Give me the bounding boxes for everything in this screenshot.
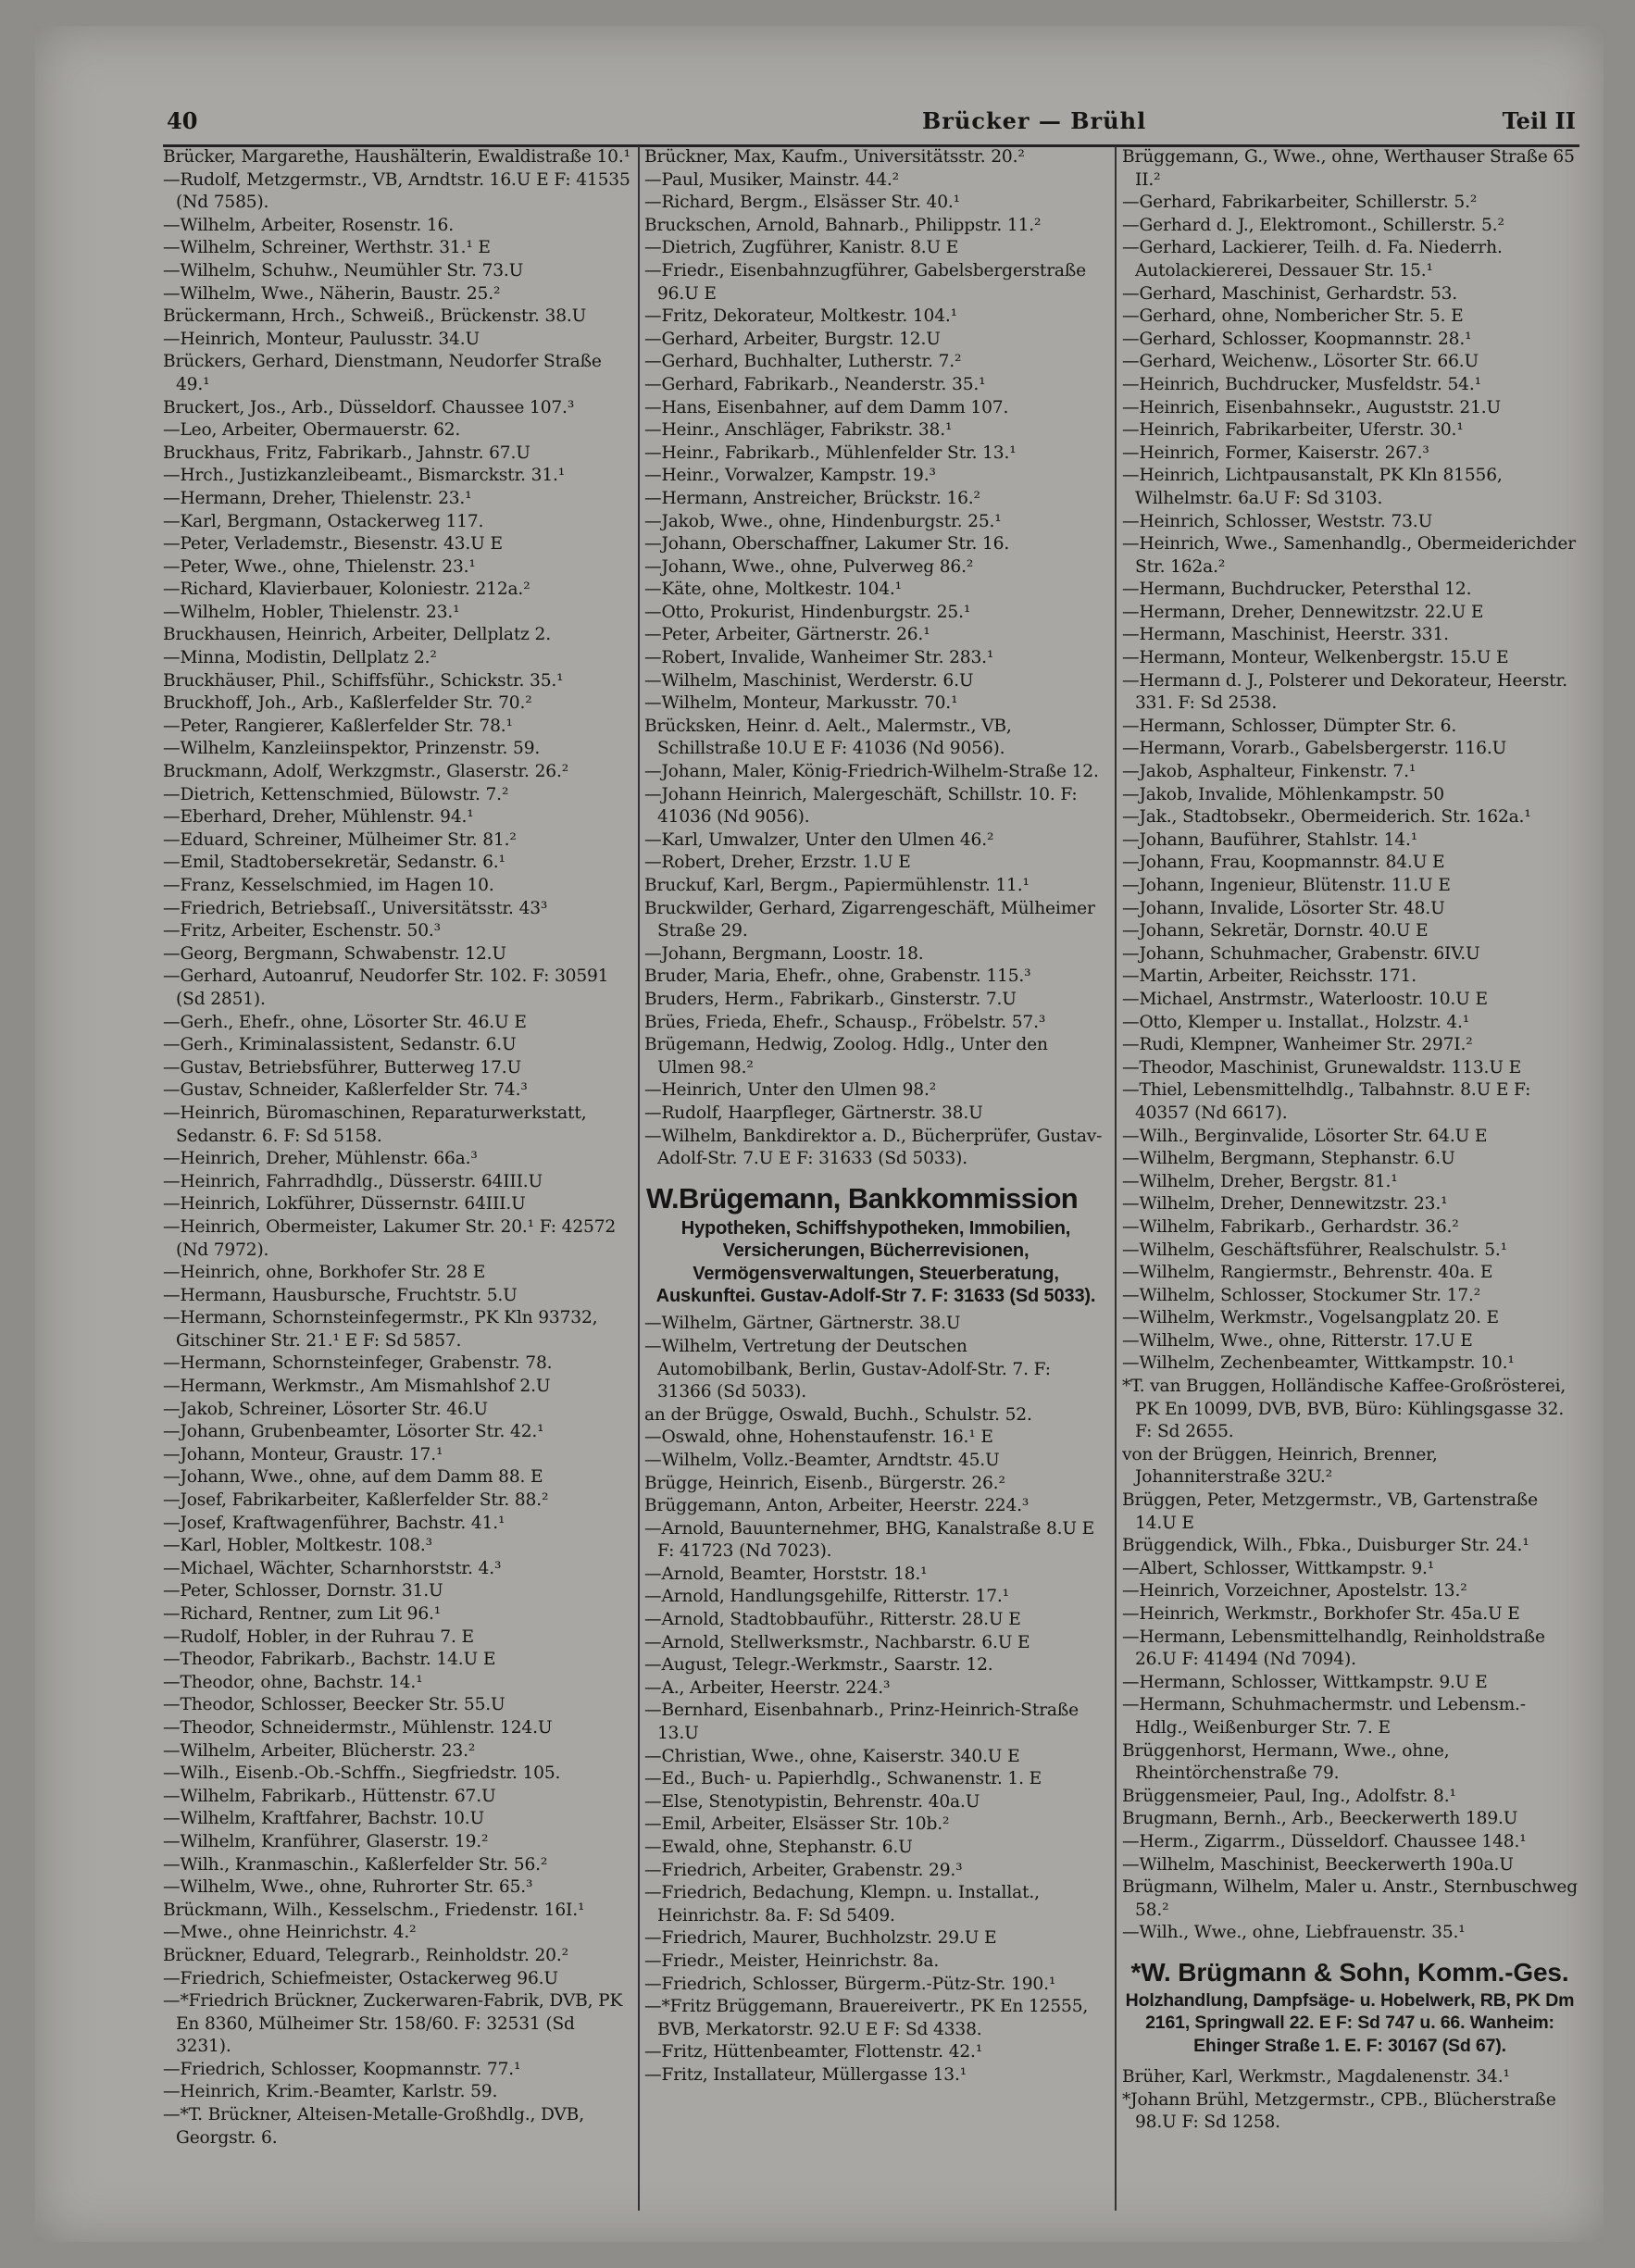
directory-entry: —Hermann, Schuhmachermstr. und Lebensm.-Hdlg., Weißenburger Str. 7. E [1122,1695,1526,1738]
directory-entry: —Fritz, Dekorateur, Moltkestr. 104.¹ [644,306,957,327]
directory-entry: —Johann, Grubenbeamter, Lösorter Str. 42.¹ [163,1422,544,1442]
directory-entry: —Johann, Frau, Koopmannstr. 84.U E [1122,853,1445,873]
directory-entry: —Heinrich, Fahrradhdlg., Düsserstr. 64III.U [163,1171,543,1191]
directory-entry: —Thiel, Lebensmittelhdlg., Talbahnstr. 8.U E F: 40357 (Nd 6617). [1122,1080,1531,1123]
directory-entry: —Karl, Bergmann, Ostackerweg 117. [163,511,484,531]
directory-entry: —Johann, Maler, König-Friedrich-Wilhelm-Straße 12. [644,762,1099,782]
ad-company-name: *W. Brügmann & Sohn, Komm.-Ges. [1130,1957,1569,1987]
directory-entry: —Hermann, Werkmstr., Am Mismahlshof 2.U [163,1377,551,1397]
directory-entry: —Johann, Schuhmacher, Grabenstr. 6IV.U [1122,943,1480,964]
directory-entry: *T. van Bruggen, Holländische Kaffee-Großrösterei, PK En 10099, DVB, BVB, Büro: Kühlingsgasse 32. F: Sd 2655. [1122,1377,1566,1442]
directory-entry: —Wilhelm, Monteur, Markusstr. 70.¹ [644,693,958,714]
directory-entry: —*Fritz Brüggemann, Brauereivertr., PK En 12555, BVB, Merkatorstr. 92.U E F: Sd 4338. [644,1997,1089,2039]
directory-entry: —Peter, Arbeiter, Gärtnerstr. 26.¹ [644,625,930,645]
directory-entry: —Otto, Klemper u. Installat., Holzstr. 4.¹ [1122,1012,1470,1032]
directory-entry: —Herm., Zigarrm., Düsseldorf. Chaussee 148.¹ [1122,1831,1527,1851]
directory-entry: —Johann, Monteur, Graustr. 17.¹ [163,1444,443,1464]
directory-entry: —Peter, Wwe., ohne, Thielenstr. 23.¹ [163,556,476,577]
directory-entry: von der Brüggen, Heinrich, Brenner, Johanniterstraße 32U.² [1122,1444,1438,1488]
directory-entry: Brüggemann, Anton, Arbeiter, Heerstr. 224.³ [644,1496,1030,1516]
directory-entry: —Arnold, Stellwerksmstr., Nachbarstr. 6.U E [644,1632,1030,1652]
directory-entry: Bruckert, Jos., Arb., Düsseldorf. Chaussee 107.³ [163,397,575,417]
directory-entry: —Wilhelm, Vollz.-Beamter, Arndtstr. 45.U [644,1450,1000,1470]
directory-entry: —Robert, Invalide, Wanheimer Str. 283.¹ [644,648,994,668]
directory-entry: Bruckschen, Arnold, Bahnarb., Philippstr. 11.² [644,215,1042,235]
directory-entry: —Wilhelm, Fabrikarb., Hüttenstr. 67.U [163,1786,496,1806]
directory-entry: Brugmann, Bernh., Arb., Beeckerwerth 189.U [1122,1809,1518,1829]
directory-entry: —Wilhelm, Rangiermstr., Behrenstr. 40a. E [1122,1263,1493,1283]
directory-entry: —Heinrich, Büromaschinen, Reparaturwerkstatt, Sedanstr. 6. F: Sd 5158. [163,1103,587,1146]
directory-entry: —Jakob, Invalide, Möhlenkampstr. 50 [1122,784,1444,804]
directory-entry: —Rudolf, Metzgermstr., VB, Arndtstr. 16.U E F: 41535 (Nd 7585). [163,169,630,213]
directory-entry: —Hermann, Schlosser, Dümpter Str. 6. [1122,716,1457,736]
ad-services-text: Hypotheken, Schiffshypotheken, Immobilien, Versicherungen, Bücherrevisionen, Vermögensverwaltungen, Steuerberatung, Auskunftei. Gustav-Adolf-Str 7. F: 31633 (Sd 5033). [655,1217,1096,1306]
directory-entry: —Leo, Arbeiter, Obermauerstr. 62. [163,420,461,441]
directory-entry: —Eduard, Schreiner, Mülheimer Str. 81.² [163,829,517,850]
directory-entry: Brücker, Margarethe, Haushälterin, Ewaldistraße 10.¹ [163,147,630,167]
directory-entry: —Wilh., Wwe., ohne, Liebfrauenstr. 35.¹ [1122,1923,1466,1943]
directory-entry: Brüggendick, Wilh., Fbka., Duisburger Str. 24.¹ [1122,1536,1529,1556]
directory-entry: —Wilhelm, Bankdirektor a. D., Bücherprüfer, Gustav-Adolf-Str. 7.U E F: 31633 (Sd 5033). [644,1126,1103,1169]
directory-entry: Bruder, Maria, Ehefr., ohne, Grabenstr. 115.³ [644,966,1031,987]
directory-entry: —Hermann, Schornsteinfeger, Grabenstr. 78. [163,1353,553,1374]
directory-entry: —Karl, Umwalzer, Unter den Ulmen 46.² [644,829,994,850]
directory-entry: —Josef, Fabrikarbeiter, Kaßlerfelder Str. 88.² [163,1490,549,1511]
directory-entry: —Michael, Wächter, Scharnhorststr. 4.³ [163,1558,502,1578]
directory-entry: Brüher, Karl, Werkmstr., Magdalenenstr. 34.¹ [1122,2067,1510,2087]
directory-entry: —Gerhard, Weichenw., Lösorter Str. 66.U [1122,352,1479,372]
directory-entry: —Johann, Bergmann, Loostr. 18. [644,943,924,964]
directory-entry: —Wilh., Eisenb.-Ob.-Schffn., Siegfriedstr. 105. [163,1763,561,1784]
directory-entry: Bruckwilder, Gerhard, Zigarrengeschäft, Mülheimer Straße 29. [644,898,1095,941]
directory-entry: —Gustav, Betriebsführer, Butterweg 17.U [163,1057,522,1078]
directory-entry: —Gerhard, Arbeiter, Burgstr. 12.U [644,329,941,349]
directory-entry: —Theodor, Fabrikarb., Bachstr. 14.U E [163,1650,496,1670]
directory-entry: —Rudi, Klempner, Wanheimer Str. 297I.² [1122,1035,1473,1055]
directory-entry: Brüggemann, G., Wwe., ohne, Werthauser Straße 65 II.² [1122,147,1575,190]
directory-entry: —Heinrich, Obermeister, Lakumer Str. 20.¹ F: 42572 (Nd 7972). [163,1216,617,1260]
column-3 [1122,146,1578,2211]
directory-entry: —Gerhard, Schlosser, Koopmannstr. 28.¹ [1122,329,1472,349]
directory-entry: —Hrch., Justizkanzleibeamt., Bismarckstr. 31.¹ [163,466,566,486]
directory-entry: —Wilhelm, Dreher, Bergstr. 81.¹ [1122,1171,1398,1191]
directory-entry: —Heinrich, Krim.-Beamter, Karlstr. 59. [163,2082,498,2102]
directory-entry: —Theodor, Schneidermstr., Mühlenstr. 124.U [163,1717,553,1738]
directory-entry: —Jak., Stadtobsekr., Obermeiderich. Str. 162a.¹ [1122,807,1531,828]
directory-entry: Brückner, Eduard, Telegrarb., Reinholdstr. 20.² [163,1945,568,1965]
directory-entry: —Gerhard, Fabrikarbeiter, Schillerstr. 5.² [1122,193,1478,213]
directory-entry: —Gerhard, Autoanruf, Neudorfer Str. 102. F: 30591 (Sd 2851). [163,966,609,1009]
directory-entry: Bruckmann, Adolf, Werkzgmstr., Glaserstr. 26.² [163,762,569,782]
page-header [163,102,1579,147]
directory-entry: —Hermann, Buchdrucker, Petersthal 12. [1122,579,1472,600]
directory-entry: —Heinrich, Lichtpausanstalt, PK Kln 81556, Wilhelmstr. 6a.U F: Sd 3103. [1122,466,1503,508]
directory-entry: —Wilhelm, Arbeiter, Rosenstr. 16. [163,215,454,235]
directory-entry: —Hermann, Anstreicher, Brückstr. 16.² [644,488,980,508]
directory-entry: —Johann, Oberschaffner, Lakumer Str. 16. [644,534,1010,555]
directory-entry: —Fritz, Arbeiter, Eschenstr. 50.³ [163,921,441,941]
directory-entry: —Gerhard d. J., Elektromont., Schillerstr. 5.² [1122,215,1504,235]
directory-entry: —Heinrich, Werkmstr., Borkhofer Str. 45a.U E [1122,1604,1520,1624]
directory-entry: Brüggensmeier, Paul, Ing., Adolfstr. 8.¹ [1122,1786,1456,1806]
directory-entry: —Wilhelm, Kranführer, Glaserstr. 19.² [163,1831,489,1851]
directory-entry: Brügmann, Wilhelm, Maler u. Anstr., Sternbuschweg 58.² [1122,1877,1578,1920]
ad-services-text: Holzhandlung, Dampfsäge- u. Hobelwerk, RB, PK Dm 2161, Springwall 22. E F: Sd 747 u. 66. Wanheim: Ehinger Straße 1. E. F: 30167 (Sd 67). [1125,1989,1575,2056]
directory-entry: —Friedrich, Schiefmeister, Ostackerweg 96.U [163,1968,558,1988]
directory-entry: —Friedrich, Betriebsaſſ., Universitätsstr. 43³ [163,898,548,918]
directory-entry: Brückner, Max, Kaufm., Universitätsstr. 20.² [644,147,1025,167]
directory-entry: *Johann Brühl, Metzgermstr., CPB., Blücherstraße 98.U F: Sd 1258. [1122,2089,1556,2133]
directory-entry: —Heinrich, Buchdrucker, Musfeldstr. 54.¹ [1122,374,1481,394]
directory-entry: —Wilh., Berginvalide, Lösorter Str. 64.U E [1122,1126,1488,1146]
directory-entry: Bruckhäuser, Phil., Schiffsführ., Schickstr. 35.¹ [163,670,564,691]
directory-entry: —Wilhelm, Geschäftsführer, Realschulstr. 5.¹ [1122,1240,1507,1260]
directory-entry: Brües, Frieda, Ehefr., Schausp., Fröbelstr. 57.³ [644,1012,1046,1032]
directory-entry: —Friedrich, Schlosser, Bürgerm.-Pütz-Str. 190.¹ [644,1974,1056,1994]
directory-entry: —Fritz, Hüttenbeamter, Flottenstr. 42.¹ [644,2042,983,2062]
directory-entry: —Gustav, Schneider, Kaßlerfelder Str. 74.³ [163,1080,528,1101]
directory-entry: —Eberhard, Dreher, Mühlenstr. 94.¹ [163,807,474,828]
directory-entry: —Georg, Bergmann, Schwabenstr. 12.U [163,943,506,964]
directory-entry: —Hermann d. J., Polsterer und Dekorateur, Heerstr. 331. F: Sd 2538. [1122,670,1567,714]
directory-entry: —Hermann, Dreher, Dennewitzstr. 22.U E [1122,602,1484,622]
directory-entry: Bruckhausen, Heinrich, Arbeiter, Dellplatz 2. [163,625,551,645]
directory-entry: —Richard, Bergm., Elsässer Str. 40.¹ [644,193,960,213]
directory-entry: —Johann, Bauführer, Stahlstr. 14.¹ [1122,829,1418,850]
directory-entry: —Franz, Kesselschmied, im Hagen 10. [163,876,494,895]
directory-entry: —Wilhelm, Wwe., Näherin, Baustr. 25.² [163,283,501,304]
directory-entry: —Hermann, Monteur, Welkenbergstr. 15.U E [1122,648,1509,668]
directory-entry: —Michael, Anstrmstr., Waterloostr. 10.U E [1122,989,1488,1009]
directory-entry: —Mwe., ohne Heinrichstr. 4.² [163,1923,417,1943]
directory-entry: —Arnold, Handlungsgehilfe, Ritterstr. 17.¹ [644,1587,1009,1607]
column-2-entries-top [644,146,1107,1171]
directory-entry: —Wilhelm, Wwe., ohne, Ritterstr. 17.U E [1122,1330,1473,1351]
directory-entry: —Johann Heinrich, Malergeschäft, Schillstr. 10. F: 41036 (Nd 9056). [644,784,1078,828]
directory-entry: —Rudolf, Haarpfleger, Gärtnerstr. 38.U [644,1103,983,1123]
directory-entry: —Wilhelm, Zechenbeamter, Wittkampstr. 10.¹ [1122,1353,1515,1374]
directory-entry: —Heinr., Vorwalzer, Kampstr. 19.³ [644,466,936,486]
directory-entry: —Heinrich, Lokführer, Düssernstr. 64III.U [163,1194,526,1215]
directory-entry: —Otto, Prokurist, Hindenburgstr. 25.¹ [644,602,971,622]
directory-entry: —Wilhelm, Fabrikarb., Gerhardstr. 36.² [1122,1216,1459,1237]
directory-entry: Brügemann, Hedwig, Zoolog. Hdlg., Unter den Ulmen 98.² [644,1035,1048,1078]
directory-entry: —Wilhelm, Wwe., ohne, Ruhrorter Str. 65.³ [163,1877,533,1898]
directory-entry: —Heinrich, Wwe., Samenhandlg., Obermeiderichder Str. 162a.² [1122,534,1576,577]
directory-entry: Brüggen, Peter, Metzgermstr., VB, Gartenstraße 14.U E [1122,1490,1538,1533]
directory-entry: —Gerhard, Fabrikarb., Neanderstr. 35.¹ [644,374,986,394]
directory-entry: —Arnold, Bauunternehmer, BHG, Kanalstraße 8.U E F: 41723 (Nd 7023). [644,1518,1095,1562]
directory-entry: —Paul, Musiker, Mainstr. 44.² [644,169,899,190]
directory-entry: —Johann, Wwe., ohne, Pulverweg 86.² [644,556,974,577]
directory-entry: —Gerhard, Maschinist, Gerhardstr. 53. [1122,283,1458,304]
directory-entry: —Theodor, Maschinist, Grunewaldstr. 113.U E [1122,1057,1522,1078]
directory-entry: —Theodor, ohne, Bachstr. 14.¹ [163,1672,423,1692]
directory-entry: —Arnold, Beamter, Horststr. 18.¹ [644,1564,928,1584]
directory-entry: —Jakob, Wwe., ohne, Hindenburgstr. 25.¹ [644,511,1002,531]
directory-entry: Brügge, Heinrich, Eisenb., Bürgerstr. 26.² [644,1473,1005,1493]
column-3-entries-bottom [1122,2066,1578,2135]
directory-entry: —Johann, Invalide, Lösorter Str. 48.U [1122,898,1445,918]
directory-entry: —Hermann, Schornsteinfegermstr., PK Kln 93732, Gitschiner Str. 21.¹ E F: Sd 5857. [163,1308,598,1351]
directory-entry: —Wilh., Kranmaschin., Kaßlerfelder Str. 56.² [163,1854,548,1875]
directory-entry: —Oswald, ohne, Hohenstaufenstr. 16.¹ E [644,1427,993,1448]
directory-entry: —Friedrich, Schlosser, Koopmannstr. 77.¹ [163,2059,521,2079]
directory-entry: —Heinr., Fabrikarb., Mühlenfelder Str. 13.¹ [644,442,1017,463]
page-number: 40 [167,107,198,134]
directory-entry: —Else, Stenotypistin, Behrenstr. 40a.U [644,1791,980,1812]
directory-entry: —Friedr., Meister, Heinrichstr. 8a. [644,1950,940,1971]
directory-entry: —Heinr., Anschläger, Fabrikstr. 38.¹ [644,420,953,441]
ad-company-name: W.Brügemann, Bankkommission [646,1181,1079,1215]
directory-entry: —Heinrich, Monteur, Paulusstr. 34.U [163,329,480,349]
directory-entry: —A., Arbeiter, Heerstr. 224.³ [644,1677,891,1698]
directory-entry: —August, Telegr.-Werkmstr., Saarstr. 12. [644,1655,993,1676]
directory-entry: —Hans, Eisenbahner, auf dem Damm 107. [644,397,1009,417]
directory-entry: —Fritz, Installateur, Müllergasse 13.¹ [644,2064,967,2085]
directory-entry: —Josef, Kraftwagenführer, Bachstr. 41.¹ [163,1513,505,1533]
directory-entry: Bruckuf, Karl, Bergm., Papiermühlenstr. 11.¹ [644,876,1030,895]
directory-entry: —Friedr., Eisenbahnzugführer, Gabelsbergerstraße 96.U E [644,260,1086,304]
directory-entry: Bruders, Herm., Fabrikarb., Ginsterstr. 7.U [644,989,1017,1009]
directory-entry: —Emil, Stadtobersekretär, Sedanstr. 6.¹ [163,853,505,873]
directory-entry: —Peter, Schlosser, Dornstr. 31.U [163,1581,443,1601]
directory-entry: —Wilhelm, Schuhw., Neumühler Str. 73.U [163,260,524,280]
directory-entry: Bruckhaus, Fritz, Fabrikarb., Jahnstr. 67.U [163,442,530,463]
directory-entry: —Richard, Klavierbauer, Koloniestr. 212a.² [163,579,530,600]
directory-entry: —Wilhelm, Dreher, Dennewitzstr. 23.¹ [1122,1194,1448,1215]
directory-entry: —Jakob, Schreiner, Lösorter Str. 46.U [163,1399,488,1419]
directory-entry: —Ed., Buch- u. Papierhdlg., Schwanenstr. 1. E [644,1769,1042,1789]
directory-entry: —Dietrich, Zugführer, Kanistr. 8.U E [644,238,959,258]
advertisement-bruegemann-bank [644,1180,1107,1308]
directory-entry: Brückers, Gerhard, Dienstmann, Neudorfer Straße 49.¹ [163,352,602,394]
directory-entry: —Jakob, Asphalteur, Finkenstr. 7.¹ [1122,762,1417,782]
directory-entry: Brückmann, Wilh., Kesselschm., Friedenstr. 16I.¹ [163,1900,585,1920]
directory-entry: Brückermann, Hrch., Schweiß., Brückenstr. 38.U [163,306,587,327]
directory-entry: —Wilhelm, Vertretung der Deutschen Automobilbank, Berlin, Gustav-Adolf-Str. 7. F: 31366 (Sd 5033). [644,1336,1051,1402]
directory-entry: —Wilhelm, Maschinist, Beeckerwerth 190a.U [1122,1854,1514,1875]
directory-entry: —Hermann, Maschinist, Heerstr. 331. [1122,625,1449,645]
column-1-entries [163,146,630,2150]
directory-entry: —Gerhard, Lackierer, Teilh. d. Fa. Niederrh. Autolackiererei, Dessauer Str. 15.¹ [1122,238,1503,280]
column-2-entries-bottom [644,1313,1107,2087]
directory-entry: Bruckhoff, Joh., Arb., Kaßlerfelder Str. 70.² [163,693,532,714]
directory-entry: —Gerh., Kriminalassistent, Sedanstr. 6.U [163,1035,517,1055]
part-label: Teil II [1502,107,1576,134]
directory-entry: —Peter, Verlademstr., Biesenstr. 43.U E [163,534,503,555]
directory-entry: —Hermann, Dreher, Thielenstr. 23.¹ [163,488,472,508]
directory-entry: —Johann, Wwe., ohne, auf dem Damm 88. E [163,1467,543,1488]
directory-entry: Brücksken, Heinr. d. Aelt., Malermstr., VB, Schillstraße 10.U E F: 41036 (Nd 9056). [644,716,1012,759]
directory-entry: —Wilhelm, Schlosser, Stockumer Str. 17.² [1122,1285,1481,1305]
directory-entry: —Karl, Hobler, Moltkestr. 108.³ [163,1536,432,1556]
directory-entry: —Wilhelm, Arbeiter, Blücherstr. 23.² [163,1740,476,1761]
directory-entry: —Peter, Rangierer, Kaßlerfelder Str. 78.¹ [163,716,513,736]
directory-entry: —Wilhelm, Hobler, Thielenstr. 23.¹ [163,602,460,622]
directory-entry: —Johann, Ingenieur, Blütenstr. 11.U E [1122,876,1451,895]
directory-entry: —Heinrich, Dreher, Mühlenstr. 66a.³ [163,1149,478,1169]
directory-entry: —Hermann, Hausbursche, Fruchtstr. 5.U [163,1285,518,1305]
directory-entry: —Hermann, Lebensmittelhandlg, Reinholdstraße 26.U F: 41494 (Nd 7094). [1122,1626,1545,1670]
column-2 [644,146,1117,2211]
directory-entry: —Rudolf, Hobler, in der Ruhrau 7. E [163,1626,474,1647]
directory-entry: —Wilhelm, Maschinist, Werderstr. 6.U [644,670,974,691]
directory-entry: —Heinrich, Fabrikarbeiter, Uferstr. 30.¹ [1122,420,1464,441]
directory-entry: —Hermann, Schlosser, Wittkampstr. 9.U E [1122,1672,1488,1692]
directory-entry: —Friedrich, Maurer, Buchholzstr. 29.U E [644,1928,997,1949]
directory-entry: —Gerhard, ohne, Nombericher Str. 5. E [1122,306,1464,327]
directory-entry: —Wilhelm, Werkmstr., Vogelsangplatz 20. E [1122,1308,1499,1328]
column-1 [163,146,640,2211]
directory-entry: —Robert, Dreher, Erzstr. 1.U E [644,853,911,873]
directory-entry: —Dietrich, Kettenschmied, Bülowstr. 7.² [163,784,509,804]
directory-entry: —Käte, ohne, Moltkestr. 104.¹ [644,579,902,600]
directory-entry: —Heinrich, Unter den Ulmen 98.² [644,1080,937,1101]
directory-entry: —Hermann, Vorarb., Gabelsbergerstr. 116.U [1122,739,1507,759]
advertisement-bruegmann-sohn [1122,1956,1578,2057]
directory-entry: —Wilhelm, Gärtner, Gärtnerstr. 38.U [644,1314,961,1334]
directory-entry: —Heinrich, Schlosser, Weststr. 73.U [1122,511,1433,531]
directory-entry: —Wilhelm, Schreiner, Werthstr. 31.¹ E [163,238,491,258]
directory-entry: —Wilhelm, Kanzleiinspektor, Prinzenstr. 59. [163,739,541,759]
directory-entry: —Theodor, Schlosser, Beecker Str. 55.U [163,1695,505,1715]
directory-entry: —Gerhard, Buchhalter, Lutherstr. 7.² [644,352,962,372]
directory-entry: —Heinrich, Vorzeichner, Apostelstr. 13.² [1122,1581,1467,1601]
directory-entry: —Minna, Modistin, Dellplatz 2.² [163,648,437,668]
directory-entry: —Arnold, Stadtobbauführ., Ritterstr. 28.U E [644,1610,1021,1630]
directory-entry: —Gerh., Ehefr., ohne, Lösorter Str. 46.U E [163,1012,527,1032]
directory-entry: —Wilhelm, Kraftfahrer, Bachstr. 10.U [163,1809,485,1829]
directory-entry: —Albert, Schlosser, Wittkampstr. 9.¹ [1122,1558,1435,1578]
page-title: Brücker — Brühl [922,107,1147,134]
column-3-entries-top [1122,146,1578,1945]
directory-entry: —Christian, Wwe., ohne, Kaiserstr. 340.U E [644,1746,1020,1766]
directory-entry: —Emil, Arbeiter, Elsässer Str. 10b.² [644,1814,950,1835]
directory-entry: —Friedrich, Bedachung, Klempn. u. Installat., Heinrichstr. 8a. F: Sd 5409. [644,1883,1040,1925]
directory-entry: —Heinrich, Former, Kaiserstr. 267.³ [1122,442,1429,463]
directory-entry: —*T. Brückner, Alteisen-Metalle-Großhdlg., DVB, Georgstr. 6. [163,2105,584,2148]
directory-entry: —Friedrich, Arbeiter, Grabenstr. 29.³ [644,1860,963,1880]
directory-entry: —Johann, Sekretär, Dornstr. 40.U E [1122,921,1429,941]
directory-entry: an der Brügge, Oswald, Buchh., Schulstr. 52. [644,1404,1032,1425]
directory-entry: Brüggenhorst, Hermann, Wwe., ohne, Rheintörchenstraße 79. [1122,1740,1450,1784]
directory-entry: —Ewald, ohne, Stephanstr. 6.U [644,1838,913,1857]
directory-entry: —Heinrich, ohne, Borkhofer Str. 28 E [163,1263,486,1283]
directory-entry: —Richard, Rentner, zum Lit 96.¹ [163,1604,442,1624]
directory-entry: —*Friedrich Brückner, Zuckerwaren-Fabrik, DVB, PK En 8360, Mülheimer Str. 158/60. F: 32531 (Sd 3231). [163,1991,623,2057]
directory-entry: —Bernhard, Eisenbahnarb., Prinz-Heinrich-Straße 13.U [644,1701,1079,1744]
directory-entry: —Martin, Arbeiter, Reichsstr. 171. [1122,966,1417,987]
directory-entry: —Heinrich, Eisenbahnsekr., Auguststr. 21.U [1122,397,1502,417]
directory-entry: —Wilhelm, Bergmann, Stephanstr. 6.U [1122,1149,1455,1169]
